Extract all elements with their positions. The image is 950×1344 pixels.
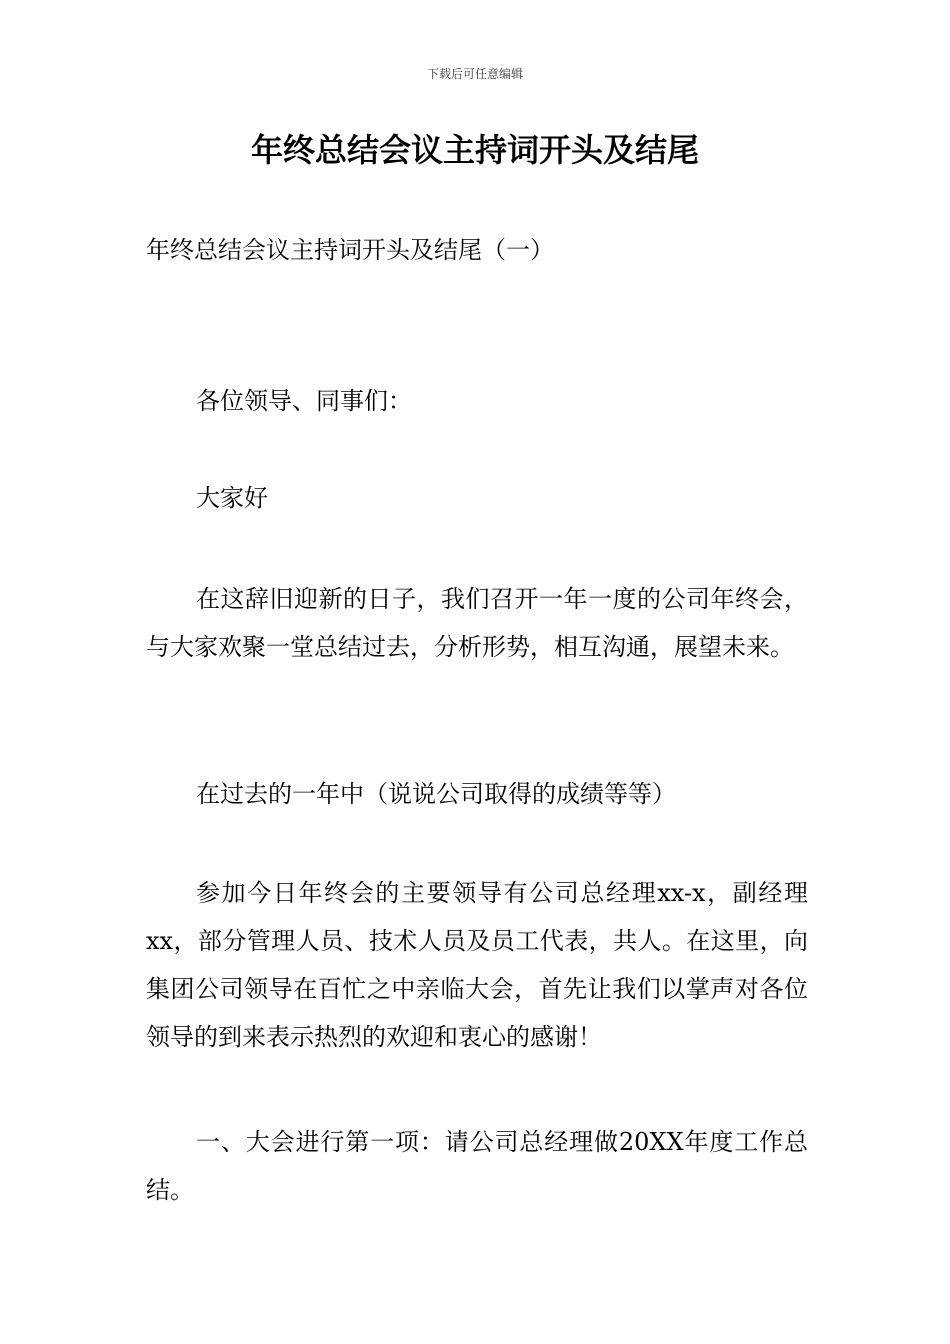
- paragraph-salutation: 各位领导、同事们：: [196, 387, 412, 415]
- paragraph-past-year: 在过去的一年中（说说公司取得的成绩等等）: [196, 780, 676, 808]
- header-note: 下载后可任意编辑: [426, 67, 523, 81]
- paragraph-opening: 在这辞旧迎新的日子，我们召开一年一度的公司年终会，与大家欢聚一堂总结过去，分析形势，相互沟通，展望未来。: [146, 585, 808, 661]
- paragraph-attendees: 参加今日年终会的主要领导有公司总经理xx-x，副经理xx，部分管理人员、技术人员及员工代表，共人。在这里，向集团公司领导在百忙之中亲临大会，首先让我们以掌声对各位领导的到来表示热烈的欢迎和衷心的感谢！: [146, 879, 808, 1051]
- paragraph-greeting: 大家好: [196, 484, 268, 512]
- document-title: 年终总结会议主持词开头及结尾: [250, 131, 699, 169]
- paragraph-agenda-item-1: 一、大会进行第一项：请公司总经理做20XX年度工作总结。: [146, 1128, 808, 1204]
- section-heading: 年终总结会议主持词开头及结尾（一）: [146, 236, 554, 264]
